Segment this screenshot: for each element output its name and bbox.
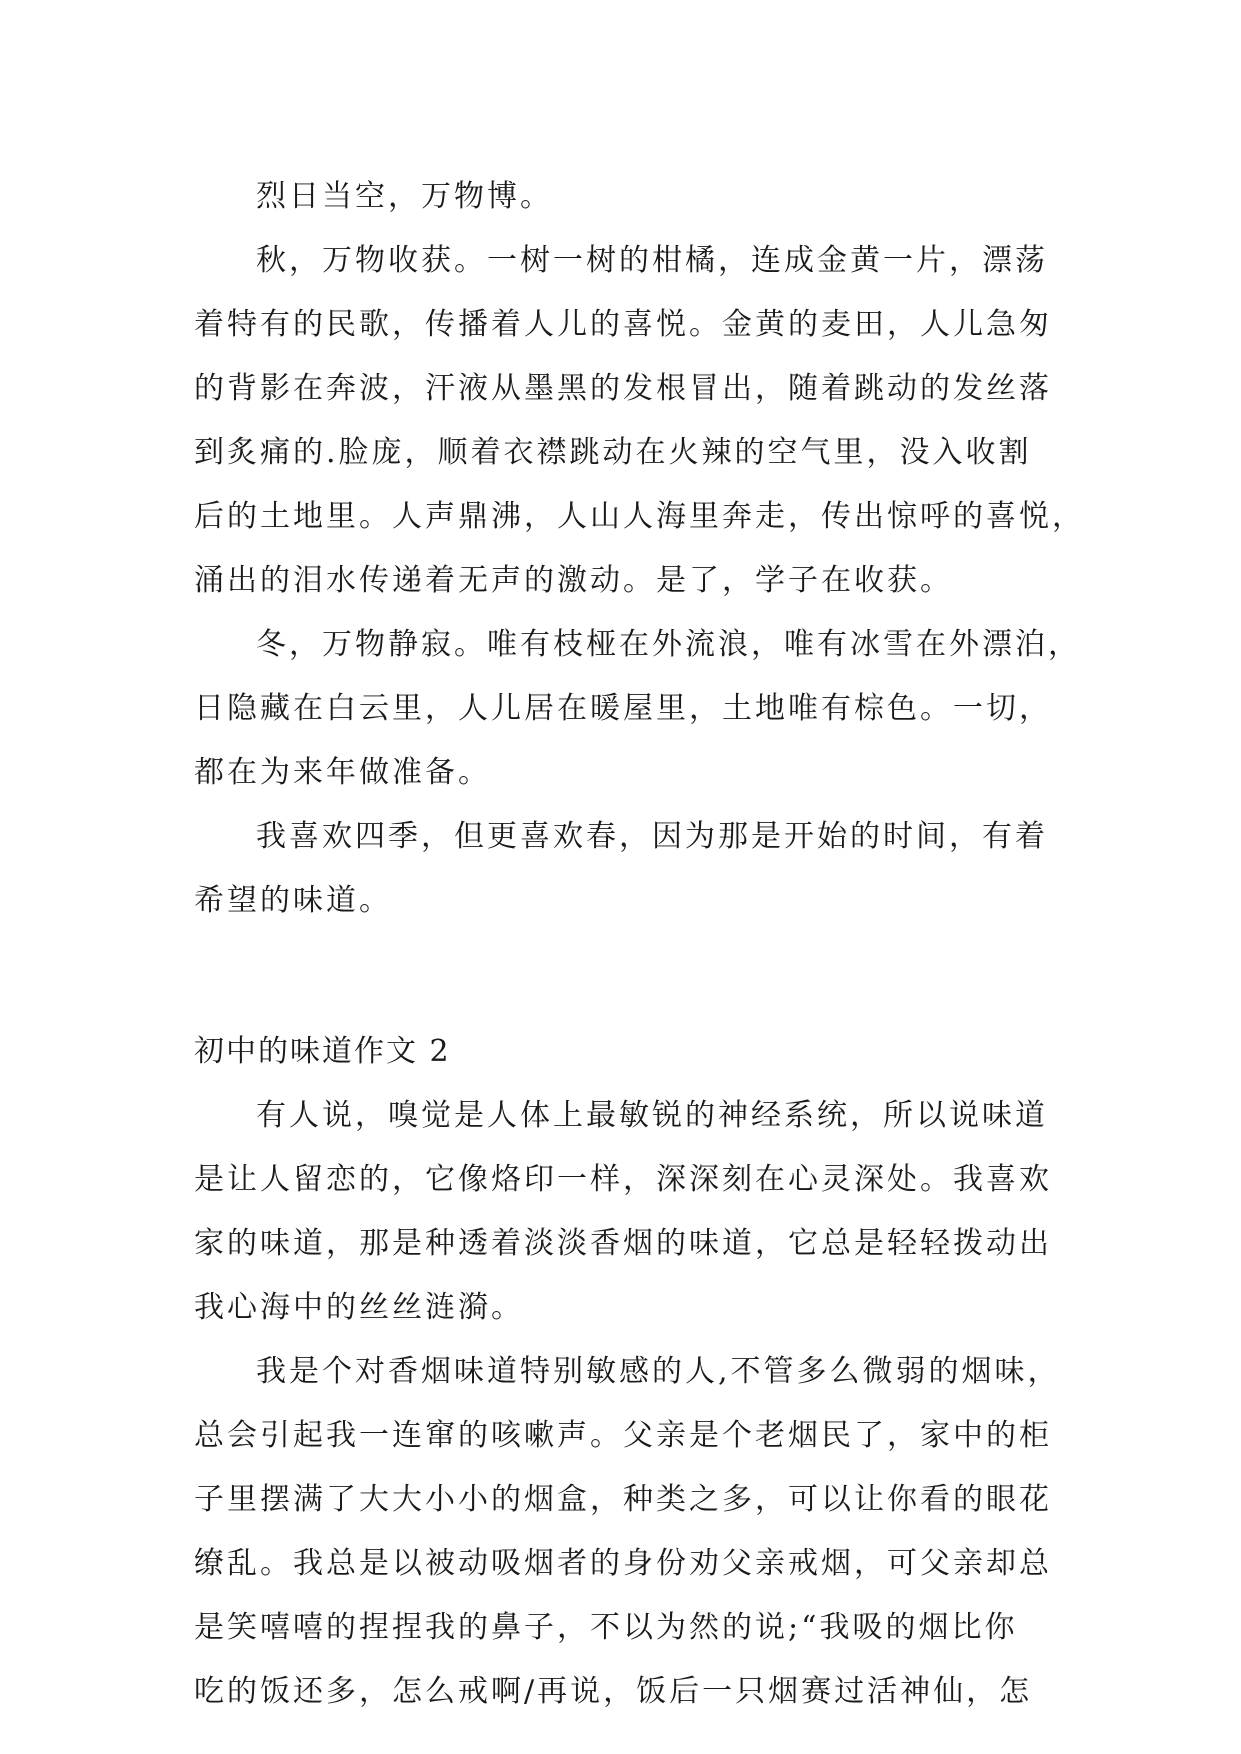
text-line: 后的土地里。人声鼎沸，人山人海里奔走，传出惊呼的喜悦， [194,499,1085,534]
text-line: 日隐藏在白云里，人儿居在暖屋里，土地唯有棕色。一切， [194,691,1052,726]
paragraph [194,613,1081,805]
text-line: 烈日当空，万物博。 [256,179,553,214]
text-line: 的背影在奔波，汗液从墨黑的发根冒出，随着跳动的发丝落 [194,371,1052,406]
text-line: 着特有的民歌，传播着人儿的喜悦。金黄的麦田，人儿急匆 [194,307,1052,342]
document-page [194,165,1085,1724]
text-line: 涌出的泪水传递着无声的激动。是了，学子在收获。 [194,563,953,598]
paragraph [194,1340,1061,1724]
text-line: 秋，万物收获。一树一树的柑橘，连成金黄一片，漂荡 [256,243,1048,278]
text-line: 子里摆满了大大小小的烟盒，种类之多，可以让你看的眼花 [194,1482,1052,1517]
text-line: 家的味道，那是种透着淡淡香烟的味道，它总是轻轻拨动出 [194,1226,1052,1261]
text-line: 我心海中的丝丝涟漪。 [194,1290,524,1325]
text-line: 冬，万物静寂。唯有枝桠在外流浪，唯有冰雪在外漂泊， [256,627,1081,662]
text-line: 有人说，嗅觉是人体上最敏锐的神经系统，所以说味道 [256,1098,1048,1133]
paragraph [194,805,1054,933]
text-line: 是笑嘻嘻的捏捏我的鼻子，不以为然的说;“我吸的烟比你 [194,1610,1018,1645]
section-title: 初中的味道作文 2 [194,1034,451,1069]
section-gap [194,933,1054,1020]
text-line: 吃的饭还多，怎么戒啊/再说，饭后一只烟赛过活神仙，怎 [194,1674,1033,1709]
text-line: 我是个对香烟味道特别敏感的人,不管多么微弱的烟味， [256,1354,1061,1389]
text-line: 到炙痛的.脸庞，顺着衣襟跳动在火辣的空气里，没入收割 [194,435,1032,470]
section-2 [194,1020,1061,1724]
text-line: 总会引起我一连窜的咳嗽声。父亲是个老烟民了，家中的柜 [194,1418,1052,1453]
text-line: 我喜欢四季，但更喜欢春，因为那是开始的时间，有着 [256,819,1048,854]
paragraph [194,1084,1054,1340]
text-line: 是让人留恋的，它像烙印一样，深深刻在心灵深处。我喜欢 [194,1162,1052,1197]
paragraph [194,165,1054,229]
section-1 [194,165,1085,933]
text-line: 缭乱。我总是以被动吸烟者的身份劝父亲戒烟，可父亲却总 [194,1546,1052,1581]
paragraph [194,229,1085,613]
text-line: 希望的味道。 [194,883,392,918]
text-line: 都在为来年做准备。 [194,755,491,790]
